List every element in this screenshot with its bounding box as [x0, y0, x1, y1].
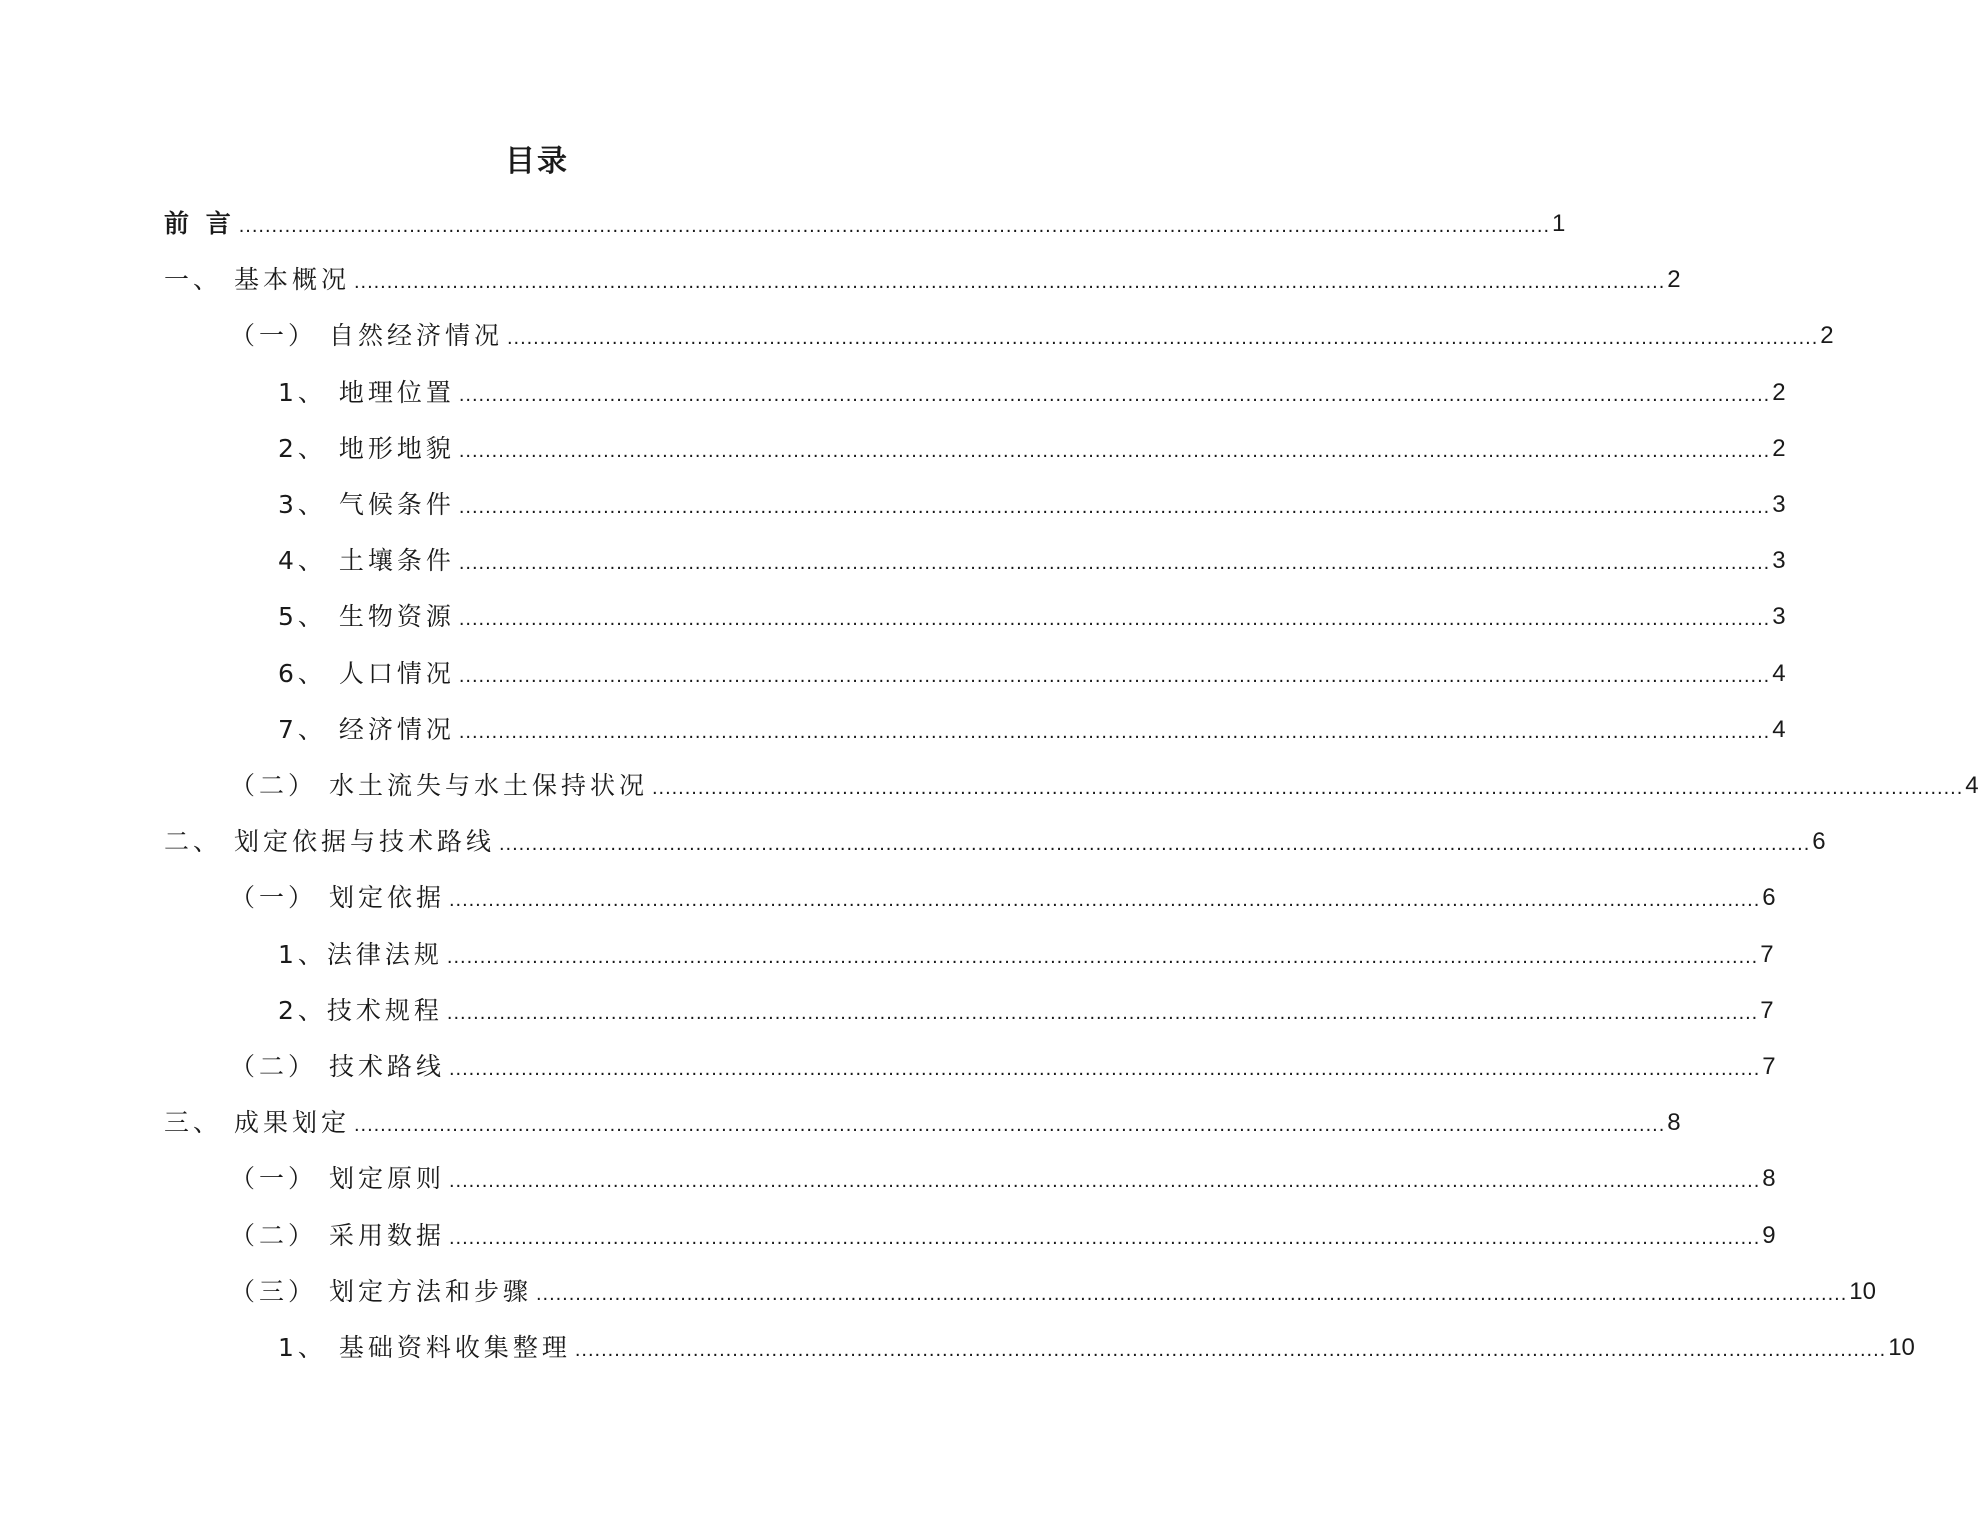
- toc-entry[interactable]: [278, 581, 1786, 637]
- toc-dot-leader: ........................................................................................................................................................................................................: [458, 720, 1771, 743]
- toc-entry-label: （一） 划定原则: [230, 1164, 445, 1194]
- toc-entry[interactable]: [278, 638, 1786, 694]
- toc-entry-page-number: 8: [1667, 1109, 1681, 1137]
- toc-entry-page-number: 7: [1760, 996, 1774, 1024]
- toc-entry-label: 一、 基本概况: [164, 265, 350, 295]
- toc-entry-page-number: 6: [1762, 884, 1776, 912]
- toc-entry[interactable]: [164, 244, 1681, 300]
- toc-entry[interactable]: [278, 525, 1786, 581]
- toc-entry[interactable]: [230, 300, 1834, 356]
- toc-entry[interactable]: [278, 694, 1786, 750]
- toc-entry-label: 前 言: [164, 209, 235, 238]
- toc-entry-page-number: 7: [1760, 940, 1774, 968]
- toc-entry-page-number: 8: [1762, 1165, 1776, 1193]
- toc-entry-label: 二、 划定依据与技术路线: [164, 827, 495, 857]
- toc-entry[interactable]: [230, 862, 1776, 918]
- toc-entry[interactable]: [230, 1256, 1876, 1312]
- toc-entry-page-number: 10: [1888, 1334, 1915, 1361]
- toc-entry-label: （一） 自然经济情况: [230, 321, 503, 351]
- toc-dot-leader: ........................................................................................................................................................................................................: [353, 271, 1666, 294]
- toc-entry-label: 4、 土壤条件: [278, 546, 455, 576]
- toc-entry-label: 6、 人口情况: [278, 658, 455, 688]
- toc-entry-label: （一） 划定依据: [230, 883, 445, 913]
- toc-entry-label: 2、技术规程: [278, 995, 443, 1025]
- toc-entry-page-number: 4: [1965, 772, 1979, 799]
- toc-entry-label: （二） 采用数据: [230, 1220, 445, 1250]
- toc-entry-page-number: 4: [1772, 715, 1786, 743]
- toc-entry-page-number: 2: [1820, 322, 1834, 350]
- toc-entry-label: 3、 气候条件: [278, 490, 455, 519]
- toc-dot-leader: ........................................................................................................................................................................................................: [446, 1001, 1759, 1024]
- toc-dot-leader: ........................................................................................................................................................................................................: [448, 1226, 1761, 1249]
- toc-dot-leader: ........................................................................................................................................................................................................: [458, 496, 1771, 518]
- toc-entry-label: 1、法律法规: [278, 939, 443, 969]
- toc-entry-page-number: 4: [1772, 659, 1786, 687]
- toc-dot-leader: ........................................................................................................................................................................................................: [446, 945, 1759, 968]
- toc-entry-page-number: 2: [1772, 378, 1786, 406]
- toc-entry-label: （三） 划定方法和步骤: [230, 1276, 532, 1306]
- toc-entry[interactable]: [164, 806, 1826, 862]
- toc-entry-label: （二） 水土流失与水土保持状况: [230, 771, 648, 800]
- toc-entry-label: 5、 生物资源: [278, 602, 455, 632]
- toc-entry-page-number: 2: [1667, 266, 1681, 294]
- toc-entry-page-number: 1: [1552, 210, 1566, 237]
- toc-entry-page-number: 3: [1772, 603, 1786, 631]
- toc-dot-leader: ........................................................................................................................................................................................................: [498, 833, 1811, 856]
- toc-entry-label: 1、 地理位置: [278, 377, 455, 407]
- toc-entry-page-number: 6: [1812, 828, 1826, 856]
- toc-entry-page-number: 3: [1772, 491, 1786, 518]
- toc-entry-label: 三、 成果划定: [164, 1108, 350, 1138]
- toc-dot-leader: ........................................................................................................................................................................................................: [535, 1282, 1848, 1305]
- toc-dot-leader: ........................................................................................................................................................................................................: [458, 664, 1771, 687]
- toc-entry-label: 1、 基础资料收集整理: [278, 1333, 571, 1362]
- toc-entry[interactable]: [230, 1143, 1776, 1199]
- toc-entry[interactable]: [230, 1200, 1776, 1256]
- toc-dot-leader: ........................................................................................................................................................................................................: [458, 383, 1771, 406]
- toc-entry[interactable]: [164, 188, 1566, 244]
- toc-dot-leader: ........................................................................................................................................................................................................: [238, 215, 1551, 237]
- toc-entry-label: （二） 技术路线: [230, 1052, 445, 1081]
- toc-dot-leader: ........................................................................................................................................................................................................: [458, 439, 1771, 462]
- toc-dot-leader: ........................................................................................................................................................................................................: [458, 552, 1771, 575]
- toc-dot-leader: ........................................................................................................................................................................................................: [448, 1058, 1761, 1080]
- toc-dot-leader: ........................................................................................................................................................................................................: [506, 327, 1819, 350]
- toc-entry[interactable]: [278, 357, 1786, 413]
- toc-entry-label: 7、 经济情况: [278, 714, 455, 744]
- toc-entry[interactable]: [278, 975, 1774, 1031]
- toc-dot-leader: ........................................................................................................................................................................................................: [651, 777, 1964, 799]
- toc-entry-page-number: 2: [1772, 434, 1786, 462]
- toc-entry-page-number: 9: [1762, 1221, 1776, 1249]
- toc-entry-label: 2、 地形地貌: [278, 433, 455, 463]
- toc-dot-leader: ........................................................................................................................................................................................................: [448, 1170, 1761, 1193]
- toc-entry[interactable]: [278, 1312, 1915, 1368]
- toc-entry[interactable]: [278, 413, 1786, 469]
- toc-entry[interactable]: [278, 919, 1774, 975]
- toc-dot-leader: ........................................................................................................................................................................................................: [458, 608, 1771, 631]
- toc-entry[interactable]: [278, 469, 1786, 525]
- toc-entry[interactable]: [230, 1031, 1776, 1087]
- page-title: 目录: [505, 144, 569, 179]
- toc-dot-leader: ........................................................................................................................................................................................................: [353, 1114, 1666, 1137]
- toc-dot-leader: ........................................................................................................................................................................................................: [448, 889, 1761, 912]
- toc-entry-page-number: 3: [1772, 547, 1786, 575]
- toc-entry-page-number: 7: [1762, 1053, 1776, 1080]
- toc-entry[interactable]: [230, 750, 1979, 806]
- toc-entry-page-number: 10: [1849, 1277, 1876, 1305]
- toc-entry[interactable]: [164, 1087, 1681, 1143]
- toc-dot-leader: ........................................................................................................................................................................................................: [574, 1339, 1887, 1361]
